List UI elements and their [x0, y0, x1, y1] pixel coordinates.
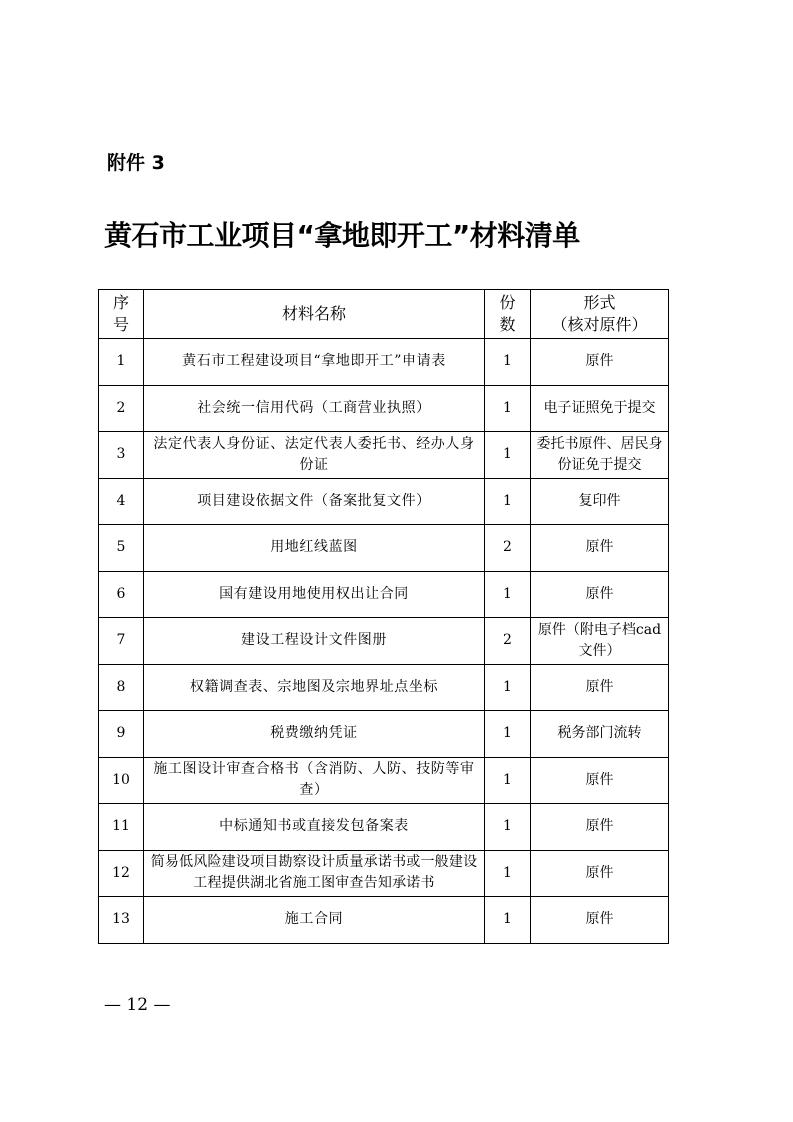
material-name: 税费缴纳凭证 [144, 711, 485, 758]
material-form: 原件 [531, 757, 669, 804]
material-form: 原件 [531, 897, 669, 944]
attachment-label: 附件 3 [107, 152, 165, 174]
table-row [99, 897, 669, 944]
copy-count: 2 [485, 525, 531, 572]
document-title: 黄石市工业项目“拿地即开工”材料清单 [104, 219, 580, 252]
material-form: 原件 [531, 850, 669, 897]
material-name: 国有建设用地使用权出让合同 [144, 571, 485, 618]
material-form: 原件 [531, 804, 669, 851]
row-number: 7 [99, 618, 144, 665]
copy-count: 1 [485, 850, 531, 897]
materials-table [98, 289, 669, 944]
copy-count: 2 [485, 618, 531, 665]
copy-count: 1 [485, 571, 531, 618]
table-row [99, 664, 669, 711]
copy-count: 1 [485, 339, 531, 386]
row-number: 8 [99, 664, 144, 711]
material-form: 委托书原件、居民身份证免于提交 [531, 432, 669, 479]
material-name: 社会统一信用代码（工商营业执照） [144, 385, 485, 432]
header-name: 材料名称 [144, 290, 485, 339]
row-number: 9 [99, 711, 144, 758]
row-number: 10 [99, 757, 144, 804]
table-row [99, 385, 669, 432]
copy-count: 1 [485, 804, 531, 851]
material-form: 复印件 [531, 478, 669, 525]
table-row [99, 850, 669, 897]
material-name: 建设工程设计文件图册 [144, 618, 485, 665]
page-number: — 12 — [104, 995, 171, 1015]
table-row [99, 711, 669, 758]
row-number: 13 [99, 897, 144, 944]
copy-count: 1 [485, 478, 531, 525]
table-row [99, 432, 669, 479]
material-name: 权籍调查表、宗地图及宗地界址点坐标 [144, 664, 485, 711]
table-row [99, 525, 669, 572]
copy-count: 1 [485, 664, 531, 711]
material-name: 法定代表人身份证、法定代表人委托书、经办人身份证 [144, 432, 485, 479]
material-form: 税务部门流转 [531, 711, 669, 758]
table-row [99, 757, 669, 804]
material-form: 原件 [531, 339, 669, 386]
material-name: 简易低风险建设项目勘察设计质量承诺书或一般建设工程提供湖北省施工图审查告知承诺书 [144, 850, 485, 897]
row-number: 5 [99, 525, 144, 572]
material-name: 施工合同 [144, 897, 485, 944]
row-number: 1 [99, 339, 144, 386]
material-form: 原件 [531, 571, 669, 618]
material-name: 施工图设计审查合格书（含消防、人防、技防等审查） [144, 757, 485, 804]
row-number: 12 [99, 850, 144, 897]
copy-count: 1 [485, 432, 531, 479]
row-number: 2 [99, 385, 144, 432]
table-row [99, 618, 669, 665]
material-form: 电子证照免于提交 [531, 385, 669, 432]
copy-count: 1 [485, 711, 531, 758]
table-header-row [99, 290, 669, 339]
table-row [99, 478, 669, 525]
copy-count: 1 [485, 897, 531, 944]
material-form: 原件 [531, 664, 669, 711]
copy-count: 1 [485, 757, 531, 804]
table-row [99, 339, 669, 386]
copy-count: 1 [485, 385, 531, 432]
material-name: 黄石市工程建设项目“拿地即开工”申请表 [144, 339, 485, 386]
row-number: 3 [99, 432, 144, 479]
material-form: 原件（附电子档cad 文件） [531, 618, 669, 665]
header-no: 序 号 [99, 290, 144, 339]
header-form: 形式 （核对原件） [531, 290, 669, 339]
row-number: 11 [99, 804, 144, 851]
material-name: 中标通知书或直接发包备案表 [144, 804, 485, 851]
header-qty: 份 数 [485, 290, 531, 339]
material-form: 原件 [531, 525, 669, 572]
row-number: 4 [99, 478, 144, 525]
table-row [99, 571, 669, 618]
row-number: 6 [99, 571, 144, 618]
table-row [99, 804, 669, 851]
material-name: 项目建设依据文件（备案批复文件） [144, 478, 485, 525]
material-name: 用地红线蓝图 [144, 525, 485, 572]
